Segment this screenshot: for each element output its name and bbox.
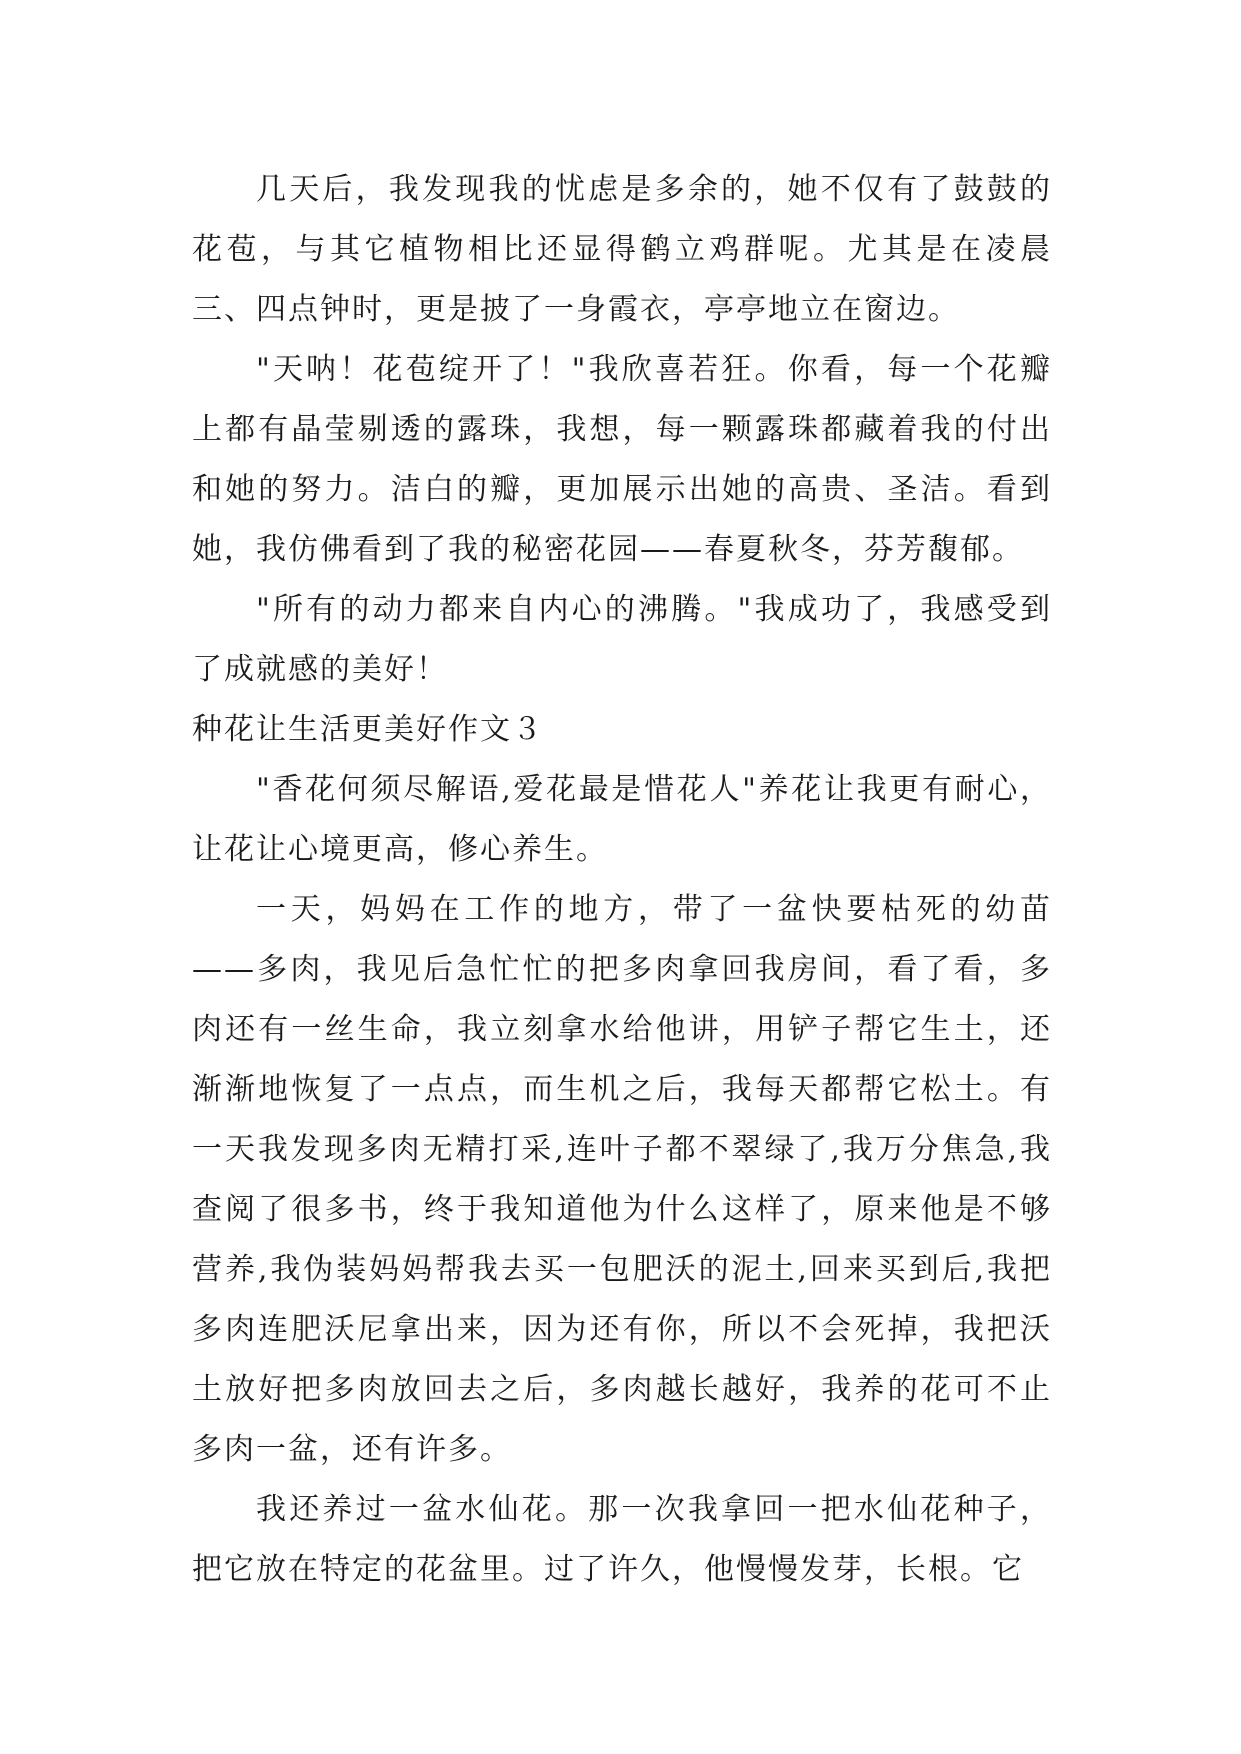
paragraph-1: 几天后，我发现我的忧虑是多余的，她不仅有了鼓鼓的花苞，与其它植物相比还显得鹤立鸡群呢。尤其是在凌晨三、四点钟时，更是披了一身霞衣，亭亭地立在窗边。 [192, 172, 1052, 327]
document-body [192, 160, 1052, 1600]
section-title: 种花让生活更美好作文３ [192, 712, 544, 747]
paragraph-6: 我还养过一盆水仙花。那一次我拿回一把水仙花种子，把它放在特定的花盆里。过了许久，他慢慢发芽，长根。它 [192, 1492, 1052, 1587]
paragraph-4: "香花何须尽解语,爱花最是惜花人"养花让我更有耐心，让花让心境更高，修心养生。 [192, 772, 1052, 867]
paragraph-5: 一天，妈妈在工作的地方，带了一盆快要枯死的幼苗——多肉，我见后急忙忙的把多肉拿回我房间，看了看，多肉还有一丝生命，我立刻拿水给他讲，用铲子帮它生土，还渐渐地恢复了一点点，而生机之后，我每天都帮它松土。有一天我发现多肉无精打采,连叶子都不翠绿了,我万分焦急,我查阅了很多书，终于我知道他为什么这样了，原来他是不够营养,我伪装妈妈帮我去买一包肥沃的泥土,回来买到后,我把多肉连肥沃尼拿出来，因为还有你，所以不会死掉，我把沃土放好把多肉放回去之后，多肉越长越好，我养的花可不止多肉一盆，还有许多。 [192, 892, 1052, 1467]
paragraph-3: "所有的动力都来自内心的沸腾。"我成功了，我感受到了成就感的美好！ [192, 592, 1052, 687]
paragraph-2: "天呐！花苞绽开了！"我欣喜若狂。你看，每一个花瓣上都有晶莹剔透的露珠，我想，每一颗露珠都藏着我的付出和她的努力。洁白的瓣，更加展示出她的高贵、圣洁。看到她，我仿佛看到了我的秘密花园——春夏秋冬，芬芳馥郁。 [192, 352, 1052, 567]
